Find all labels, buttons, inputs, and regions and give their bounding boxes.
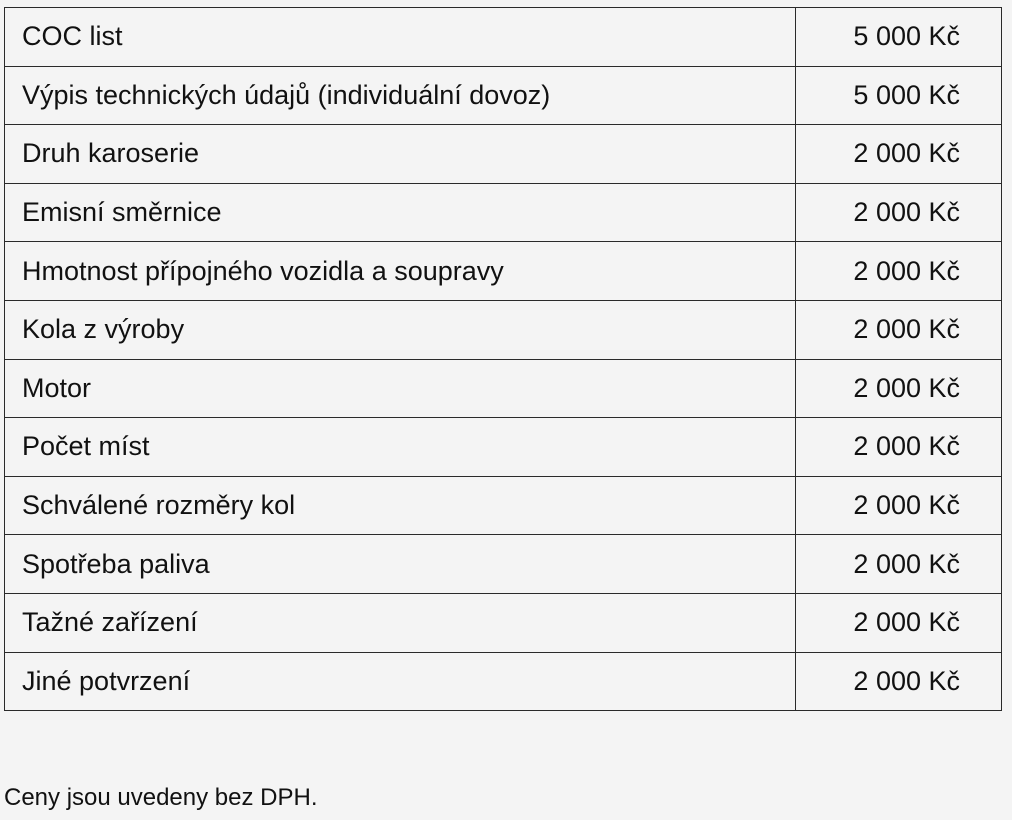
- item-name-cell: Schválené rozměry kol: [5, 476, 796, 535]
- price-cell: 2 000 Kč: [796, 476, 1002, 535]
- table-row: [5, 242, 1002, 301]
- item-name-cell: COC list: [5, 8, 796, 67]
- table-row: [5, 476, 1002, 535]
- item-name-cell: Tažné zařízení: [5, 593, 796, 652]
- item-name-cell: Spotřeba paliva: [5, 535, 796, 594]
- table-row: [5, 66, 1002, 125]
- item-name-cell: Motor: [5, 359, 796, 418]
- table-row: [5, 300, 1002, 359]
- item-name-cell: Kola z výroby: [5, 300, 796, 359]
- price-table: [4, 7, 1002, 711]
- table-row: [5, 535, 1002, 594]
- item-name-cell: Výpis technických údajů (individuální dovoz): [5, 66, 796, 125]
- item-name-cell: Druh karoserie: [5, 125, 796, 184]
- table-row: [5, 359, 1002, 418]
- item-name-cell: Hmotnost přípojného vozidla a soupravy: [5, 242, 796, 301]
- price-cell: 2 000 Kč: [796, 125, 1002, 184]
- price-cell: 2 000 Kč: [796, 359, 1002, 418]
- price-cell: 2 000 Kč: [796, 300, 1002, 359]
- table-row: [5, 593, 1002, 652]
- table-row: [5, 652, 1002, 711]
- item-name-cell: Emisní směrnice: [5, 183, 796, 242]
- vat-footnote: Ceny jsou uvedeny bez DPH.: [4, 784, 318, 811]
- table-row: [5, 125, 1002, 184]
- table-row: [5, 183, 1002, 242]
- item-name-cell: Počet míst: [5, 418, 796, 477]
- price-cell: 2 000 Kč: [796, 535, 1002, 594]
- price-table-body: [5, 8, 1002, 711]
- price-cell: 2 000 Kč: [796, 593, 1002, 652]
- table-row: [5, 8, 1002, 67]
- price-cell: 2 000 Kč: [796, 242, 1002, 301]
- price-cell: 5 000 Kč: [796, 8, 1002, 67]
- item-name-cell: Jiné potvrzení: [5, 652, 796, 711]
- price-cell: 2 000 Kč: [796, 652, 1002, 711]
- price-cell: 5 000 Kč: [796, 66, 1002, 125]
- price-cell: 2 000 Kč: [796, 183, 1002, 242]
- table-row: [5, 418, 1002, 477]
- price-cell: 2 000 Kč: [796, 418, 1002, 477]
